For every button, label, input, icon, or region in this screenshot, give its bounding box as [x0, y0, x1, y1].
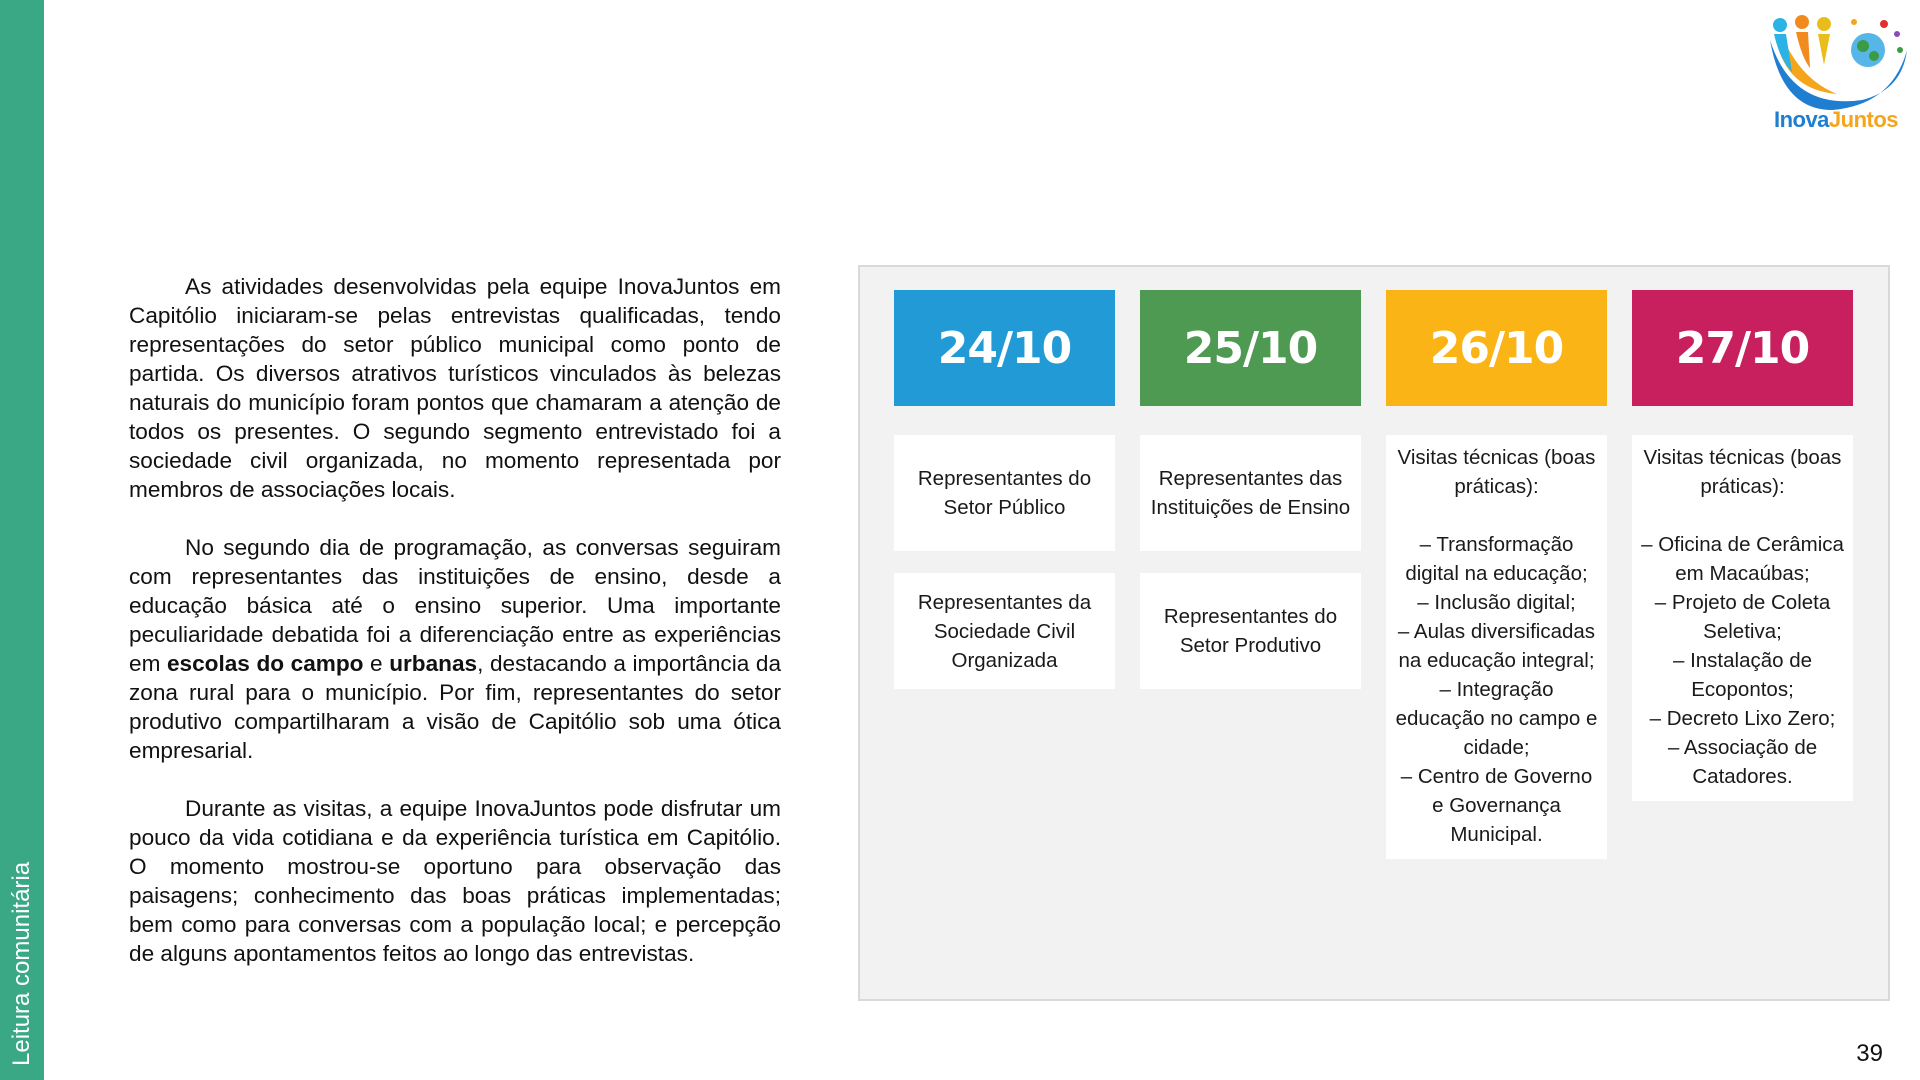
- logo-wordmark: InovaJuntos: [1773, 107, 1899, 132]
- date-header: 24/10: [894, 290, 1115, 406]
- list-item: – Inclusão digital;: [1394, 588, 1599, 617]
- schedule-card: Representantes do Setor Produtivo: [1140, 573, 1361, 689]
- sidebar-label: Leitura comunitária: [8, 861, 35, 1066]
- sidebar: [0, 0, 44, 1080]
- card-heading: Visitas técnicas (boas práticas):: [1397, 446, 1596, 498]
- list-item: – Projeto de Coleta Seletiva;: [1640, 588, 1845, 646]
- emphasis-urbanas: urbanas: [389, 651, 478, 676]
- visit-list: [1640, 530, 1845, 791]
- date-header: 27/10: [1632, 290, 1853, 406]
- paragraph-2: No segundo dia de programação, as conversas seguiram com representantes das instituições de ensino, desde a educação básica até o ensino superior. Uma importante peculiaridade debatida foi a diferenciação entre as experiências em escolas do campo e urbanas, destacando a importância da zona rural para o município. Por fim, representantes do setor produtivo compartilharam a visão de Capitólio sob uma ótica empresarial.: [129, 535, 782, 763]
- list-item: – Oficina de Cerâmica em Macaúbas;: [1640, 530, 1845, 588]
- list-item: – Integração educação no campo e cidade;: [1394, 675, 1599, 762]
- body-text: [129, 272, 781, 997]
- date-header: 26/10: [1386, 290, 1607, 406]
- schedule-card: [1632, 435, 1853, 801]
- list-item: – Centro de Governo e Governança Municipal.: [1394, 762, 1599, 849]
- card-heading: Visitas técnicas (boas práticas):: [1643, 446, 1842, 498]
- paragraph-1: As atividades desenvolvidas pela equipe InovaJuntos em Capitólio iniciaram-se pelas entrevistas qualificadas, tendo representações do setor público municipal como ponto de partida. Os diversos atrativos turísticos vinculados às belezas naturais do município foram pontos que chamaram a atenção de todos os presentes. O segundo segmento entrevistado foi a sociedade civil organizada, no momento representada por membros de associações locais.: [129, 274, 781, 502]
- page-number: 39: [1856, 1040, 1883, 1067]
- schedule-panel: [858, 265, 1890, 1001]
- visit-list: [1394, 530, 1599, 849]
- date-header: 25/10: [1140, 290, 1361, 406]
- schedule-card: Representantes das Instituições de Ensino: [1140, 435, 1361, 551]
- schedule-card: Representantes da Sociedade Civil Organizada: [894, 573, 1115, 689]
- list-item: – Transformação digital na educação;: [1394, 530, 1599, 588]
- day-column-2: [1140, 290, 1361, 689]
- list-item: – Associação de Catadores.: [1640, 733, 1845, 791]
- list-item: – Instalação de Ecopontos;: [1640, 646, 1845, 704]
- day-column-3: [1386, 290, 1607, 859]
- schedule-card: [1386, 435, 1607, 859]
- schedule-card: Representantes do Setor Público: [894, 435, 1115, 551]
- paragraph-3: Durante as visitas, a equipe InovaJuntos pode disfrutar um pouco da vida cotidiana e da experiência turística em Capitólio. O momento mostrou-se oportuno para observação das paisagens; conhecimento das boas práticas implementadas; bem como para conversas com a população local; e percepção de alguns apontamentos feitos ao longo das entrevistas.: [129, 796, 781, 966]
- list-item: – Decreto Lixo Zero;: [1640, 704, 1845, 733]
- list-item: – Aulas diversificadas na educação integral;: [1394, 617, 1599, 675]
- emphasis-campo: escolas do campo: [166, 651, 364, 676]
- day-column-4: [1632, 290, 1853, 801]
- day-column-1: [894, 290, 1115, 689]
